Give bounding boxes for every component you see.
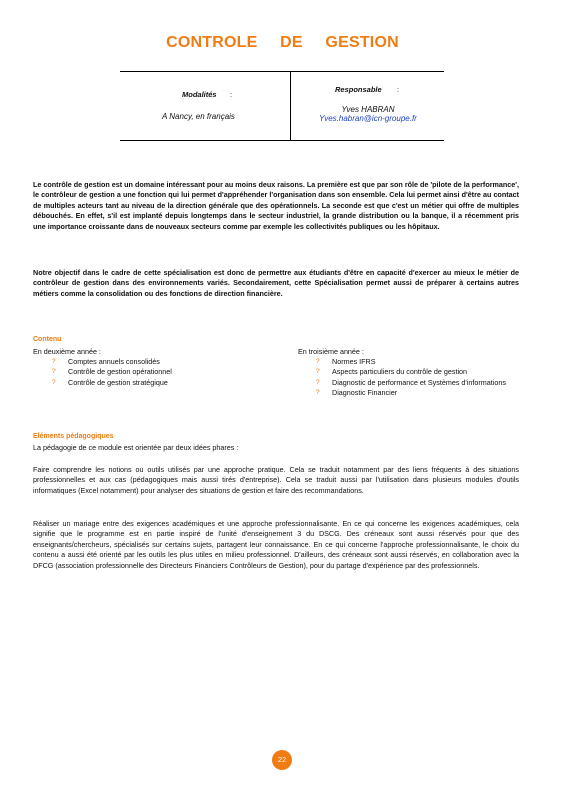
responsable-label: Responsable — [335, 85, 382, 94]
responsable-email-link[interactable]: Yves.habran@icn-groupe.fr — [319, 114, 417, 123]
year3-list — [316, 357, 516, 399]
pedagogie-intro: La pédagogie de ce module est orientée par deux idées phares : — [33, 443, 239, 452]
bullet-icon: ? — [316, 368, 320, 376]
responsable-colon: : — [397, 85, 400, 94]
bullet-icon: ? — [316, 389, 320, 397]
modalites-label: Modalités — [182, 90, 217, 99]
bullet-icon: ? — [52, 358, 56, 365]
list-item: ? Diagnostic Financier — [316, 388, 398, 398]
bullet-icon: ? — [316, 358, 320, 365]
list-item: ? Normes IFRS — [316, 357, 376, 366]
pedagogie-paragraph-2: Réaliser un mariage entre des exigences académiques et une approche professionnalisante. En ce qui concerne les exigences académiques, cela signifie que le programme est en partie inspiré de l'unité d'enseignement 3 du DSCG. Des créneaux sont aussi réservés pour que des enseignants/chercheurs, spécialisés sur certains sujets, partagent leur connaissance. En ce qui concerne l'approche professionnalisante, le choix du contenu a aussi été orienté par les outils les plus utiles en milieu professionnel. D'ailleurs, des créneaux sont aussi réservés, en collaboration avec la DFCG (association professionnelle des Directeurs Financiers Contrôleurs de Gestion), pour du partage d'expérience par des professionnels. — [33, 519, 519, 570]
bullet-icon: ? — [316, 378, 320, 386]
list-item: ? Contrôle de gestion stratégique — [52, 377, 168, 387]
bullet-icon: ? — [52, 368, 56, 376]
modalites-value: A Nancy, en français — [162, 112, 235, 121]
intro-paragraph-2: Notre objectif dans le cadre de cette spécialisation est donc de permettre aux étudiants d'être en capacité d'exercer au mieux le métier de contrôleur de gestion dans des environnements variés. Secondairement, cette Spécialisation permet aussi de préparer à certains autres métiers comme la consolidation ou des fonctions de direction financière. — [33, 268, 519, 298]
intro-paragraph-1: Le contrôle de gestion est un domaine intéressant pour au moins deux raisons. La première est que par son rôle de 'pilote de la performance', le contrôleur de gestion a une fonction qui lui permet d'appréhender l'organisation dans son ensemble. Cela lui permet ainsi d'être au contact de multiples acteurs tant au niveau de la direction générale que des opérationnels. La seconde est que c'est un métier qui offre de multiples débouchés. En effet, s'il est implanté depuis longtemps dans le secteur industriel, la grande distribution ou la banque, il a récemment pris une importance croissante dans de nouveaux secteurs comme par exemple les collectivités publiques ou les hôpitaux. — [33, 180, 519, 231]
pedagogie-heading: Eléments pédagogiques — [33, 433, 114, 440]
list-item: ? Comptes annuels consolidés — [52, 357, 160, 366]
page-number: 22 — [272, 750, 292, 770]
year2-list — [52, 357, 252, 388]
list-item: ? Contrôle de gestion opérationnel — [52, 367, 172, 377]
list-item: ? Aspects particuliers du contrôle de gestion — [316, 367, 468, 377]
responsable-cell — [291, 72, 444, 140]
list-item: ? Diagnostic de performance et Systèmes d'informations — [316, 377, 506, 387]
modalites-cell — [120, 72, 291, 140]
responsable-name: Yves HABRAN — [341, 105, 395, 114]
info-table — [120, 71, 444, 141]
contenu-heading: Contenu — [33, 336, 62, 343]
year3-label: En troisième année : — [298, 347, 364, 356]
bullet-icon: ? — [52, 378, 56, 386]
page-title: CONTROLE DE GESTION — [166, 34, 399, 51]
pedagogie-paragraph-1: Faire comprendre les notions ou outils utilisés par une approche pratique. Cela se traduit notamment par des liens fréquents à des situations professionnelles et aux cas (pédagogiques mais aussi tirés d'entreprise). Cela se traduit aussi par l'utilisation dans plusieurs modules d'outils informatiques (Excel notamment) pour analyser des situations de gestion et faire des recommandations. — [33, 465, 519, 495]
year2-label: En deuxième année : — [33, 347, 101, 356]
modalites-colon: : — [230, 90, 233, 99]
